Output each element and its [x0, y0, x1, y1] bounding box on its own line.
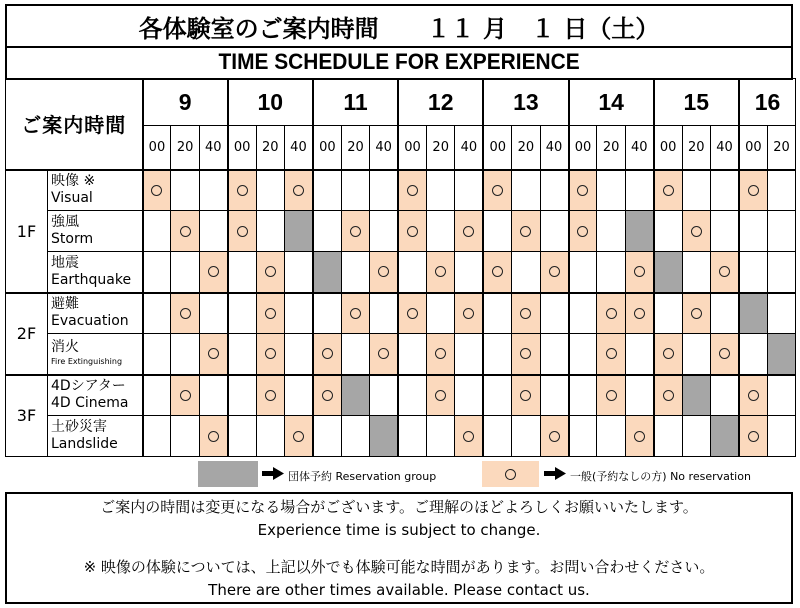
slot-empty: [483, 211, 511, 252]
slot-general: [512, 375, 540, 416]
room-name-en: Evacuation: [51, 313, 129, 330]
note-change-jp: ご案内の時間は変更になる場合がございます。ご理解のほどよろしくお願いいたします。: [100, 498, 698, 516]
slot-reserved: [739, 293, 767, 334]
slot-empty: [569, 252, 597, 293]
slot-general: [654, 334, 682, 375]
slot-empty: [711, 375, 739, 416]
minute-header: 00: [143, 126, 171, 170]
slot-general: [370, 334, 398, 375]
slot-empty: [143, 293, 171, 334]
slot-empty: [143, 334, 171, 375]
circle-icon: [663, 348, 674, 359]
slot-empty: [597, 252, 625, 293]
slot-empty: [625, 334, 653, 375]
slot-reserved: [654, 252, 682, 293]
slot-empty: [654, 211, 682, 252]
minute-header: 40: [711, 126, 739, 170]
slot-general: [228, 170, 256, 211]
slot-empty: [256, 170, 284, 211]
slot-empty: [540, 170, 568, 211]
slot-general: [569, 211, 597, 252]
slot-general: [256, 334, 284, 375]
note-visual-jp: ※ 映像の体験については、上記以外でも体験可能な時間があります。お問い合わせください。: [83, 558, 715, 576]
slot-empty: [398, 375, 426, 416]
circle-icon: [505, 469, 516, 480]
minute-header: 20: [512, 126, 540, 170]
slot-empty: [483, 375, 511, 416]
slot-empty: [341, 252, 369, 293]
room-name-jp: 映像 ※: [51, 173, 96, 190]
slot-empty: [739, 211, 767, 252]
room-name-jp: 4Dシアター: [51, 378, 126, 395]
slot-empty: [143, 375, 171, 416]
slot-empty: [483, 416, 511, 457]
circle-icon: [322, 390, 333, 401]
slot-empty: [256, 416, 284, 457]
circle-icon: [606, 390, 617, 401]
slot-general: [569, 170, 597, 211]
slot-general: [370, 252, 398, 293]
slot-empty: [313, 293, 341, 334]
slot-empty: [767, 252, 795, 293]
slot-empty: [739, 334, 767, 375]
slot-empty: [540, 334, 568, 375]
circle-icon: [407, 308, 418, 319]
slot-empty: [597, 170, 625, 211]
slot-empty: [512, 416, 540, 457]
note-change-en: Experience time is subject to change.: [257, 521, 541, 539]
slot-empty: [427, 293, 455, 334]
legend-reserved-swatch: [198, 461, 258, 487]
circle-icon: [350, 308, 361, 319]
slot-reserved: [625, 211, 653, 252]
slot-empty: [284, 334, 312, 375]
circle-icon: [463, 226, 474, 237]
slot-general: [625, 416, 653, 457]
slot-empty: [370, 375, 398, 416]
hour-header: 15: [654, 79, 739, 126]
slot-empty: [682, 252, 710, 293]
slot-empty: [569, 416, 597, 457]
slot-general: [313, 375, 341, 416]
slot-general: [256, 293, 284, 334]
floor-label: 1F: [6, 170, 48, 293]
slot-general: [256, 252, 284, 293]
slot-empty: [171, 170, 199, 211]
slot-general: [341, 211, 369, 252]
slot-general: [625, 252, 653, 293]
slot-empty: [341, 416, 369, 457]
slot-empty: [228, 252, 256, 293]
slot-general: [398, 293, 426, 334]
slot-reserved: [370, 416, 398, 457]
note-visual-en: There are other times available. Please contact us.: [208, 581, 590, 599]
slot-empty: [540, 375, 568, 416]
slot-reserved: [767, 334, 795, 375]
circle-icon: [634, 308, 645, 319]
slot-general: [199, 416, 227, 457]
slot-empty: [540, 211, 568, 252]
minute-header: 20: [341, 126, 369, 170]
circle-icon: [748, 390, 759, 401]
hour-header: 13: [483, 79, 568, 126]
slot-empty: [455, 170, 483, 211]
minute-header: 20: [597, 126, 625, 170]
slot-empty: [284, 375, 312, 416]
slot-reserved: [284, 211, 312, 252]
slot-empty: [455, 375, 483, 416]
slot-general: [512, 293, 540, 334]
slot-empty: [711, 211, 739, 252]
slot-empty: [427, 211, 455, 252]
minute-header: 40: [284, 126, 312, 170]
circle-icon: [208, 348, 219, 359]
minute-header: 00: [228, 126, 256, 170]
minute-header: 00: [313, 126, 341, 170]
slot-empty: [256, 211, 284, 252]
circle-icon: [634, 431, 645, 442]
circle-icon: [520, 308, 531, 319]
circle-icon: [265, 308, 276, 319]
slot-empty: [711, 293, 739, 334]
slot-empty: [767, 211, 795, 252]
notes-box: [5, 492, 793, 604]
circle-icon: [378, 348, 389, 359]
minute-header: 20: [767, 126, 795, 170]
circle-icon: [293, 431, 304, 442]
circle-icon: [180, 390, 191, 401]
circle-icon: [719, 266, 730, 277]
slot-general: [654, 170, 682, 211]
slot-empty: [455, 252, 483, 293]
slot-empty: [512, 170, 540, 211]
circle-icon: [691, 226, 702, 237]
circle-icon: [208, 431, 219, 442]
slot-general: [171, 375, 199, 416]
slot-general: [597, 334, 625, 375]
slot-general: [427, 252, 455, 293]
slot-empty: [654, 293, 682, 334]
circle-icon: [606, 308, 617, 319]
schedule-table: [5, 78, 796, 457]
slot-reserved: [313, 252, 341, 293]
slot-general: [483, 170, 511, 211]
minute-header: 00: [569, 126, 597, 170]
slot-general: [739, 170, 767, 211]
slot-empty: [767, 375, 795, 416]
slot-empty: [455, 334, 483, 375]
legend: [0, 461, 800, 491]
circle-icon: [549, 431, 560, 442]
circle-icon: [237, 185, 248, 196]
slot-general: [682, 211, 710, 252]
minute-header: 20: [682, 126, 710, 170]
slot-empty: [370, 211, 398, 252]
slot-empty: [625, 375, 653, 416]
circle-icon: [577, 185, 588, 196]
slot-general: [711, 334, 739, 375]
slot-general: [711, 252, 739, 293]
slot-empty: [540, 293, 568, 334]
circle-icon: [577, 226, 588, 237]
slot-general: [228, 211, 256, 252]
circle-icon: [265, 348, 276, 359]
legend-general-swatch: [482, 461, 539, 487]
slot-empty: [313, 416, 341, 457]
room-label: [48, 170, 143, 211]
room-label: [48, 252, 143, 293]
circle-icon: [748, 185, 759, 196]
title-date: １１ 月 １ 日（土）: [426, 14, 660, 43]
legend-reserved-label: 団体予約 Reservation group: [288, 470, 437, 483]
minute-header: 40: [370, 126, 398, 170]
slot-empty: [143, 252, 171, 293]
floor-label: 3F: [6, 375, 48, 457]
circle-icon: [435, 348, 446, 359]
room-label: [48, 293, 143, 334]
slot-general: [398, 170, 426, 211]
circle-icon: [407, 185, 418, 196]
hour-header: 9: [143, 79, 228, 126]
slot-empty: [228, 375, 256, 416]
slot-general: [427, 375, 455, 416]
slot-general: [455, 293, 483, 334]
slot-general: [682, 293, 710, 334]
slot-general: [341, 293, 369, 334]
slot-empty: [625, 170, 653, 211]
room-name-jp: 地震: [51, 254, 79, 271]
slot-general: [512, 334, 540, 375]
circle-icon: [350, 226, 361, 237]
slot-empty: [284, 252, 312, 293]
slot-empty: [398, 334, 426, 375]
room-name-jp: 土砂災害: [51, 419, 107, 435]
minute-header: 00: [483, 126, 511, 170]
slot-empty: [171, 416, 199, 457]
hour-header: 10: [228, 79, 313, 126]
circle-icon: [435, 390, 446, 401]
room-name-en: Visual: [51, 190, 93, 207]
circle-icon: [719, 348, 730, 359]
hour-header: 16: [739, 79, 796, 126]
room-label: [48, 375, 143, 416]
slot-empty: [427, 416, 455, 457]
slot-empty: [427, 170, 455, 211]
circle-icon: [208, 266, 219, 277]
slot-general: [171, 293, 199, 334]
floor-label: 2F: [6, 293, 48, 375]
legend-general-label: 一般(予約なしの方) No reservation: [570, 470, 751, 483]
slot-empty: [341, 334, 369, 375]
circle-icon: [748, 431, 759, 442]
slot-empty: [370, 170, 398, 211]
slot-empty: [483, 293, 511, 334]
minute-header: 20: [256, 126, 284, 170]
minute-header: 40: [455, 126, 483, 170]
circle-icon: [378, 266, 389, 277]
page-subtitle: TIME SCHEDULE FOR EXPERIENCE: [5, 46, 793, 80]
minute-header: 40: [199, 126, 227, 170]
slot-empty: [199, 375, 227, 416]
slot-general: [540, 416, 568, 457]
circle-icon: [492, 266, 503, 277]
slot-empty: [654, 416, 682, 457]
title-jp: 各体験室のご案内時間: [138, 14, 379, 43]
slot-empty: [370, 293, 398, 334]
minute-header: 20: [427, 126, 455, 170]
slot-reserved: [682, 375, 710, 416]
room-name-en: Landslide: [51, 436, 118, 452]
circle-icon: [520, 390, 531, 401]
slot-general: [284, 170, 312, 211]
slot-empty: [171, 334, 199, 375]
circle-icon: [606, 348, 617, 359]
circle-icon: [691, 308, 702, 319]
slot-empty: [569, 334, 597, 375]
slot-general: [483, 252, 511, 293]
circle-icon: [322, 348, 333, 359]
slot-general: [654, 375, 682, 416]
slot-empty: [341, 170, 369, 211]
corner-label: ご案内時間: [6, 79, 143, 170]
room-name-jp: 消火: [51, 339, 79, 356]
slot-general: [398, 211, 426, 252]
circle-icon: [463, 431, 474, 442]
slot-empty: [313, 170, 341, 211]
room-name-en: Earthquake: [51, 271, 132, 288]
slot-empty: [767, 416, 795, 457]
room-label: [48, 334, 143, 375]
circle-icon: [663, 390, 674, 401]
minute-header: 40: [625, 126, 653, 170]
slot-empty: [199, 211, 227, 252]
slot-empty: [597, 211, 625, 252]
slot-general: [199, 252, 227, 293]
room-label: [48, 416, 143, 457]
room-name-en: Fire Extinguishing: [51, 357, 123, 367]
minute-header: 20: [171, 126, 199, 170]
circle-icon: [265, 390, 276, 401]
circle-icon: [151, 185, 162, 196]
slot-general: [313, 334, 341, 375]
slot-empty: [398, 416, 426, 457]
slot-empty: [199, 170, 227, 211]
slot-empty: [739, 252, 767, 293]
circle-icon: [180, 308, 191, 319]
slot-empty: [143, 416, 171, 457]
slot-empty: [682, 416, 710, 457]
slot-general: [427, 334, 455, 375]
slot-general: [143, 170, 171, 211]
minute-header: 40: [540, 126, 568, 170]
slot-general: [171, 211, 199, 252]
slot-general: [739, 416, 767, 457]
slot-empty: [228, 416, 256, 457]
circle-icon: [520, 226, 531, 237]
slot-empty: [199, 293, 227, 334]
slot-empty: [171, 252, 199, 293]
slot-empty: [143, 211, 171, 252]
slot-general: [739, 375, 767, 416]
circle-icon: [463, 308, 474, 319]
slot-empty: [512, 252, 540, 293]
room-name-en: Storm: [51, 231, 94, 247]
hour-header: 12: [398, 79, 483, 126]
slot-reserved: [341, 375, 369, 416]
slot-empty: [767, 293, 795, 334]
circle-icon: [407, 226, 418, 237]
slot-empty: [569, 375, 597, 416]
slot-general: [256, 375, 284, 416]
slot-general: [597, 293, 625, 334]
circle-icon: [435, 266, 446, 277]
minute-header: 00: [739, 126, 767, 170]
room-label: [48, 211, 143, 252]
slot-empty: [228, 334, 256, 375]
slot-empty: [569, 293, 597, 334]
slot-general: [625, 293, 653, 334]
slot-empty: [597, 416, 625, 457]
slot-empty: [483, 334, 511, 375]
slot-general: [455, 211, 483, 252]
circle-icon: [634, 266, 645, 277]
slot-empty: [682, 170, 710, 211]
minute-header: 00: [398, 126, 426, 170]
room-name-en: 4D Cinema: [51, 395, 129, 412]
slot-empty: [711, 170, 739, 211]
hour-header: 14: [569, 79, 654, 126]
page-title: [5, 4, 793, 48]
slot-empty: [767, 170, 795, 211]
circle-icon: [237, 226, 248, 237]
slot-empty: [284, 293, 312, 334]
slot-general: [284, 416, 312, 457]
slot-general: [455, 416, 483, 457]
room-name-jp: 避難: [51, 296, 79, 313]
circle-icon: [265, 266, 276, 277]
slot-general: [540, 252, 568, 293]
slot-empty: [228, 293, 256, 334]
circle-icon: [293, 185, 304, 196]
arrow-right-icon: [544, 467, 566, 480]
slot-empty: [313, 211, 341, 252]
slot-empty: [682, 334, 710, 375]
minute-header: 00: [654, 126, 682, 170]
room-name-jp: 強風: [51, 214, 79, 230]
circle-icon: [520, 348, 531, 359]
hour-header: 11: [313, 79, 398, 126]
circle-icon: [492, 185, 503, 196]
slot-empty: [398, 252, 426, 293]
circle-icon: [180, 226, 191, 237]
arrow-right-icon: [262, 467, 284, 480]
slot-general: [597, 375, 625, 416]
slot-general: [512, 211, 540, 252]
circle-icon: [663, 185, 674, 196]
slot-reserved: [711, 416, 739, 457]
slot-general: [199, 334, 227, 375]
circle-icon: [549, 266, 560, 277]
